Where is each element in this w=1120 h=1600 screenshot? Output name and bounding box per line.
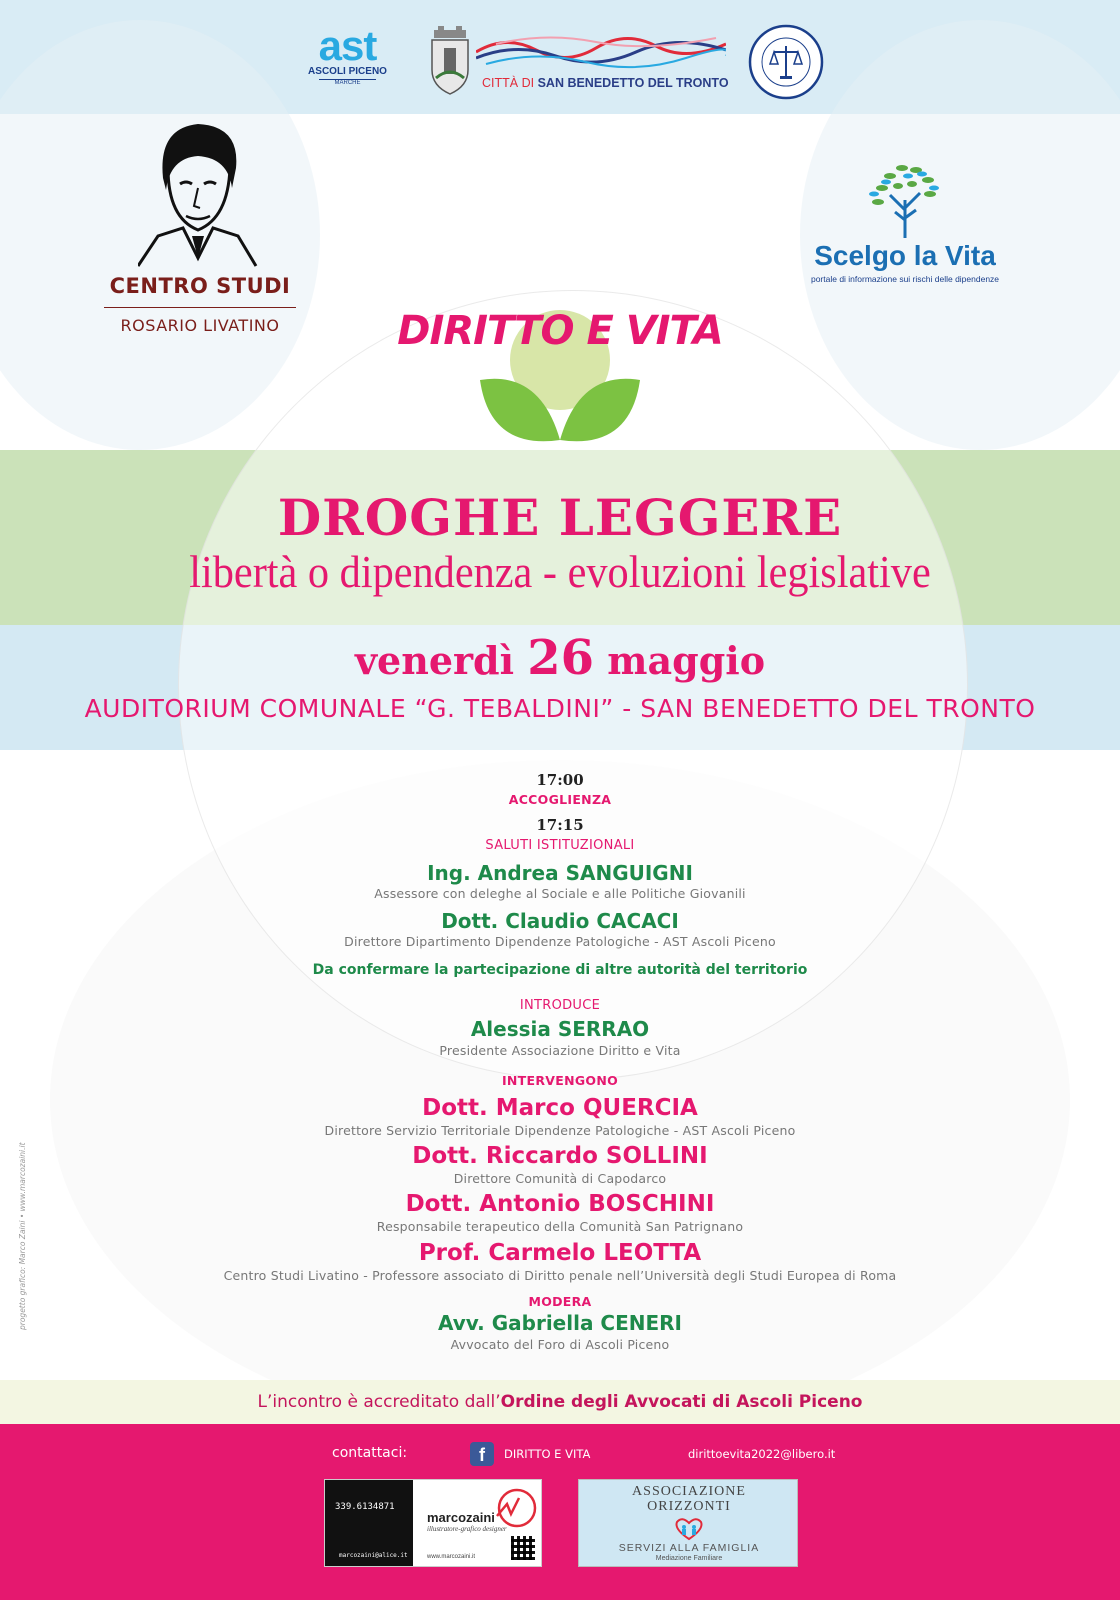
speaker-name: Prof. Carmelo LEOTTA bbox=[418, 1240, 702, 1266]
city-crest-icon bbox=[426, 26, 474, 96]
speaker-role: Responsabile terapeutico della Comunità San Patrignano bbox=[376, 1219, 744, 1234]
speaker-role: Presidente Associazione Diritto e Vita bbox=[439, 1043, 681, 1058]
speaker-role: Direttore Comunità di Capodarco bbox=[453, 1171, 667, 1186]
facebook-icon[interactable]: f bbox=[470, 1442, 494, 1466]
city-waves-icon bbox=[476, 32, 726, 72]
speaker-name: Dott. Marco QUERCIA bbox=[422, 1095, 698, 1121]
sponsor-card-marcozaini bbox=[324, 1479, 542, 1567]
orizzonti-title: ASSOCIAZIONE ORIZZONTI bbox=[632, 1484, 746, 1514]
speaker-role: Centro Studi Livatino - Professore associato di Diritto penale nell’Università degli Studi Europea di Roma bbox=[223, 1268, 897, 1283]
comune-name: CITTÀ DI SAN BENEDETTO DEL TRONTO bbox=[482, 76, 729, 90]
section-intervengono: INTERVENGONO bbox=[501, 1073, 619, 1088]
date-day: venerdì bbox=[354, 638, 515, 683]
speaker-name: Alessia SERRAO bbox=[470, 1017, 650, 1041]
moderator-name: Avv. Gabriella CENERI bbox=[437, 1311, 683, 1335]
facebook-link[interactable]: DIRITTO E VITA bbox=[504, 1447, 591, 1461]
event-title: DROGHE LEGGERE bbox=[277, 488, 843, 547]
phone-number: 339.6134871 bbox=[335, 1502, 395, 1512]
centro-studi-subtitle: ROSARIO LIVATINO bbox=[120, 316, 280, 335]
tree-icon bbox=[860, 160, 950, 240]
design-credit: progetto grafico: Marco Zaini • www.marcozaini.it bbox=[18, 1142, 27, 1330]
date-month: maggio bbox=[607, 638, 766, 683]
orizzonti-services: SERVIZI ALLA FAMIGLIA bbox=[618, 1542, 760, 1554]
speaker-name: Dott. Antonio BOSCHINI bbox=[405, 1191, 715, 1217]
section-modera: MODERA bbox=[528, 1294, 592, 1309]
event-venue: AUDITORIUM COMUNALE “G. TEBALDINI” - SAN BENEDETTO DEL TRONTO bbox=[84, 694, 1036, 723]
family-heart-icon bbox=[672, 1517, 706, 1541]
time-1: 17:00 bbox=[536, 771, 584, 789]
card-tagline: illustratore-grafico designer bbox=[427, 1525, 507, 1533]
speaker-name: Dott. Claudio CACACI bbox=[441, 909, 679, 933]
confirmation-note: Da confermare la partecipazione di altre autorità del territorio bbox=[312, 962, 808, 978]
card-dark-panel bbox=[325, 1480, 413, 1566]
scelgo-la-vita-title: Scelgo la Vita bbox=[814, 240, 996, 271]
portrait-icon bbox=[138, 118, 258, 268]
card-email: marcozaini@alice.it bbox=[339, 1552, 408, 1559]
section-accoglienza: ACCOGLIENZA bbox=[508, 792, 612, 807]
centro-studi-title: CENTRO STUDI bbox=[109, 274, 291, 298]
ordine-avvocati-seal-icon bbox=[748, 24, 824, 100]
speaker-name: Dott. Riccardo SOLLINI bbox=[412, 1143, 708, 1169]
section-introduce: INTRODUCE bbox=[519, 998, 601, 1013]
scelgo-la-vita-subtitle: portale di informazione sui rischi delle dipendenze bbox=[810, 274, 1000, 284]
sponsor-card-orizzonti bbox=[578, 1479, 798, 1567]
time-2: 17:15 bbox=[536, 816, 584, 834]
orizzonti-mediation: Mediazione Familiare bbox=[655, 1555, 723, 1562]
ast-region: MARCHE bbox=[319, 79, 376, 86]
email-link[interactable]: dirittoevita2022@libero.it bbox=[688, 1447, 836, 1461]
contacts-label: contattaci: bbox=[332, 1445, 408, 1461]
moderator-role: Avvocato del Foro di Ascoli Piceno bbox=[450, 1337, 670, 1352]
section-saluti: SALUTI ISTITUZIONALI bbox=[485, 838, 635, 853]
speaker-role: Assessore con deleghe al Sociale e alle Politiche Giovanili bbox=[374, 886, 746, 901]
event-subtitle: libertà o dipendenza - evoluzioni legislative bbox=[189, 546, 931, 597]
ast-logo bbox=[305, 22, 390, 98]
date-number: 26 bbox=[527, 630, 595, 686]
brand-mark-icon bbox=[493, 1486, 537, 1530]
speaker-name: Ing. Andrea SANGUIGNI bbox=[427, 861, 693, 885]
card-brand-name: marcozaini bbox=[427, 1510, 495, 1525]
speaker-role: Direttore Dipartimento Dipendenze Patologiche - AST Ascoli Piceno bbox=[344, 934, 776, 949]
event-date bbox=[0, 630, 1120, 686]
speaker-role: Direttore Servizio Territoriale Dipendenze Patologiche - AST Ascoli Piceno bbox=[324, 1123, 796, 1138]
diritto-e-vita-title: DIRITTO E VITA bbox=[397, 308, 723, 354]
accreditation-text: L’incontro è accreditato dall’Ordine degli Avvocati di Ascoli Piceno bbox=[257, 1392, 863, 1412]
card-website: www.marcozaini.it bbox=[427, 1554, 476, 1560]
comune-logo bbox=[426, 26, 729, 98]
ast-city: ASCOLI PICENO bbox=[308, 66, 387, 77]
qr-code-icon bbox=[511, 1536, 535, 1560]
ast-mark: ast bbox=[318, 22, 377, 69]
divider bbox=[104, 307, 296, 308]
